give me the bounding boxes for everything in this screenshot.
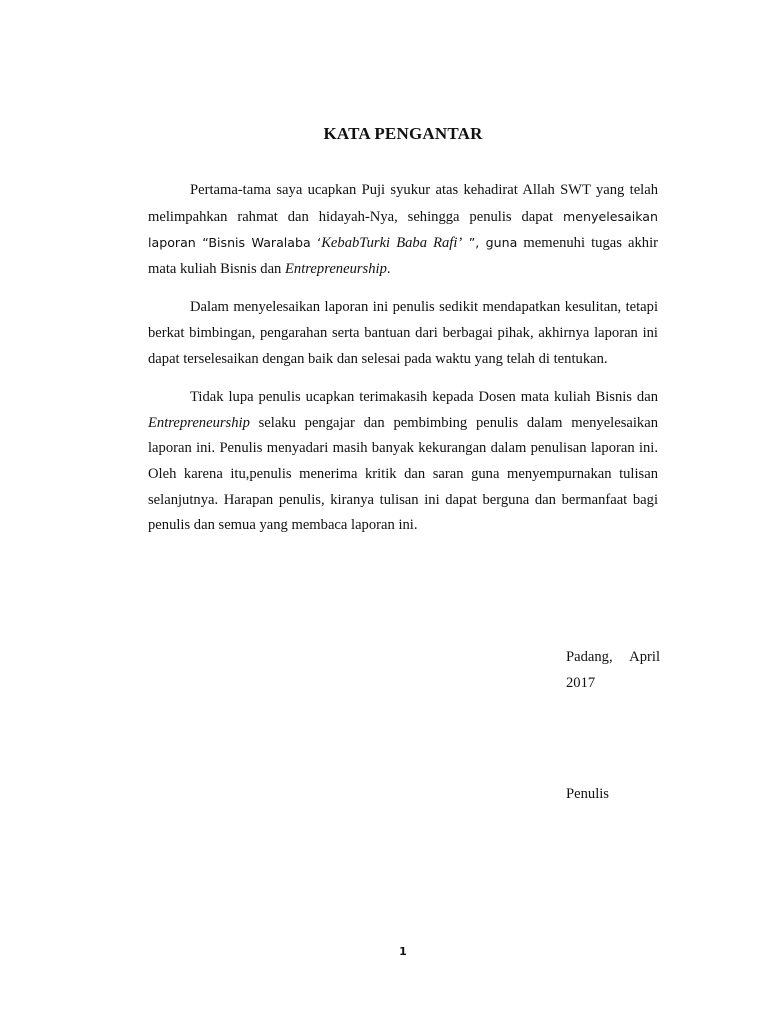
signature-year: 2017 xyxy=(566,674,596,691)
document-body xyxy=(148,178,658,552)
paragraph-1-italic-title: KebabTurki Baba Rafi’ xyxy=(321,235,463,252)
paragraph-1 xyxy=(148,178,658,283)
paragraph-3-text-a: Tidak lupa penulis ucapkan terimakasih kepada Dosen mata kuliah Bisnis dan xyxy=(190,388,658,405)
signature-block xyxy=(566,645,660,696)
paragraph-1-text-e: . xyxy=(386,261,391,278)
page-title: KATA PENGANTAR xyxy=(323,124,483,143)
paragraph-3-italic-term: Entrepreneurship xyxy=(148,414,250,431)
paragraph-1-italic-term: Entrepreneurship xyxy=(285,261,387,278)
paragraph-3 xyxy=(148,385,658,539)
signature-author: Penulis xyxy=(566,786,609,802)
paragraph-2: Dalam menyelesaikan laporan ini penulis sedikit mendapatkan kesulitan, tetapi berkat bimbingan, pengarahan serta bantuan dari berbagai pihak, akhirnya laporan ini dapat terselesaikan dengan baik dan selesai pada waktu yang telah di tentukan. xyxy=(148,299,658,367)
paragraph-1-text-b: menyelesaikan laporan “Bisnis Waralaba ‘ xyxy=(148,208,658,251)
signature-place-date: Padang, April xyxy=(566,649,660,665)
page-number: 1 xyxy=(399,945,407,958)
paragraph-1-text-c: ”, guna xyxy=(462,235,518,251)
paragraph-1-text-a: Pertama-tama saya ucapkan Puji syukur atas kehadirat Allah SWT yang telah melimpahkan rahmat dan hidayah-Nya, sehingga penulis dapat xyxy=(148,182,658,225)
paragraph-1-text-d: memenuhi tugas akhir mata kuliah Bisnis dan xyxy=(148,235,658,278)
paragraph-3-text-b: selaku pengajar dan pembimbing penulis dalam menyelesaikan laporan ini. Penulis menyadari masih banyak kekurangan dalam penulisan laporan ini. Oleh karena itu,penulis menerima kritik dan saran guna menyempurnakan tulisan selanjutnya. Harapan penulis, kiranya tulisan ini dapat berguna dan bermanfaat bagi penulis dan semua yang membaca laporan ini. xyxy=(148,414,658,534)
